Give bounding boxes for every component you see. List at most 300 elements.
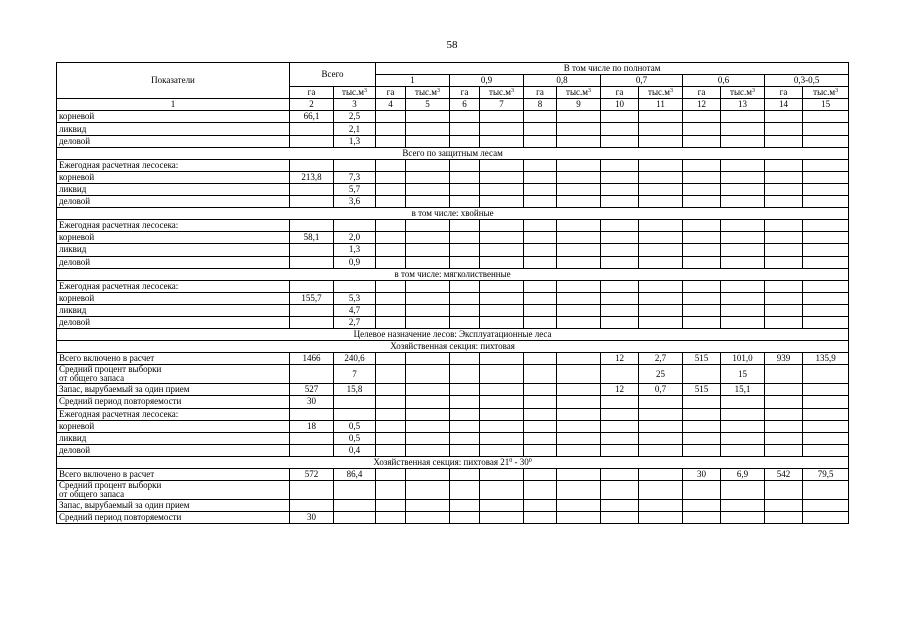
table-cell xyxy=(406,481,450,500)
table-cell xyxy=(450,123,480,135)
table-row xyxy=(57,244,849,256)
table-cell xyxy=(524,196,557,208)
row-label xyxy=(57,481,290,500)
table-cell xyxy=(406,244,450,256)
table-cell xyxy=(683,481,721,500)
table-cell xyxy=(290,365,334,384)
row-label: Средний период повторяемости xyxy=(57,512,290,524)
table-cell xyxy=(765,111,803,123)
section-title: в том числе: хвойные xyxy=(57,208,849,220)
table-cell xyxy=(450,304,480,316)
row-label-line: Средний процент выборки xyxy=(59,480,162,491)
table-cell xyxy=(480,220,524,232)
table-cell xyxy=(450,469,480,481)
table-cell xyxy=(639,432,683,444)
table-cell xyxy=(406,171,450,183)
column-number: 15 xyxy=(803,99,849,111)
table-cell xyxy=(480,396,524,408)
row-label: деловой xyxy=(57,256,290,268)
table-cell xyxy=(406,111,450,123)
table-cell xyxy=(803,256,849,268)
table-cell xyxy=(601,396,639,408)
table-cell: 15,8 xyxy=(334,384,376,396)
table-cell xyxy=(557,500,601,512)
table-cell xyxy=(524,500,557,512)
table-cell xyxy=(406,420,450,432)
section-title: Хозяйственная секция: пихтовая xyxy=(57,341,849,353)
table-cell xyxy=(557,256,601,268)
table-cell xyxy=(480,171,524,183)
table-cell xyxy=(450,256,480,268)
table-cell xyxy=(639,469,683,481)
table-cell xyxy=(406,304,450,316)
table-cell xyxy=(765,135,803,147)
table-cell xyxy=(601,432,639,444)
table-cell: 101,0 xyxy=(721,353,765,365)
table-cell xyxy=(683,220,721,232)
row-label: ликвид xyxy=(57,432,290,444)
header-indicator: Показатели xyxy=(57,63,290,99)
table-cell xyxy=(480,408,524,420)
table-row xyxy=(57,432,849,444)
unit-superscript: 3 xyxy=(835,88,839,95)
table-cell xyxy=(803,316,849,328)
table-cell xyxy=(683,500,721,512)
table-cell xyxy=(524,432,557,444)
table-cell xyxy=(480,196,524,208)
table-cell xyxy=(376,111,406,123)
table-cell: 515 xyxy=(683,353,721,365)
column-number: 1 xyxy=(57,99,290,111)
unit-superscript: 3 xyxy=(587,88,591,95)
column-number: 8 xyxy=(524,99,557,111)
table-cell: 12 xyxy=(601,353,639,365)
table-cell xyxy=(557,512,601,524)
table-cell: 2,0 xyxy=(334,232,376,244)
row-label: Ежегодная расчетная лесосека: xyxy=(57,280,290,292)
table-cell xyxy=(376,123,406,135)
table-cell xyxy=(290,256,334,268)
table-cell xyxy=(557,444,601,456)
table-cell xyxy=(601,232,639,244)
table-cell: 135,9 xyxy=(803,353,849,365)
table-cell xyxy=(639,500,683,512)
table-cell xyxy=(721,500,765,512)
table-cell xyxy=(639,256,683,268)
table-cell xyxy=(601,111,639,123)
table-cell xyxy=(765,159,803,171)
row-label: Ежегодная расчетная лесосека: xyxy=(57,408,290,420)
table-cell xyxy=(450,481,480,500)
table-row xyxy=(57,123,849,135)
table-cell xyxy=(480,183,524,195)
table-cell xyxy=(601,280,639,292)
table-row xyxy=(57,171,849,183)
table-cell xyxy=(406,432,450,444)
table-cell xyxy=(524,353,557,365)
table-cell xyxy=(406,292,450,304)
column-number: 6 xyxy=(450,99,480,111)
table-cell xyxy=(721,396,765,408)
table-cell xyxy=(683,111,721,123)
table-cell xyxy=(524,123,557,135)
table-cell xyxy=(406,220,450,232)
column-number: 2 xyxy=(290,99,334,111)
table-cell xyxy=(524,111,557,123)
table-cell xyxy=(803,196,849,208)
row-label: деловой xyxy=(57,196,290,208)
table-cell xyxy=(803,408,849,420)
table-cell xyxy=(290,444,334,456)
table-cell xyxy=(557,196,601,208)
table-cell xyxy=(376,232,406,244)
header-unit-volume: $тыс.м^3$ xyxy=(803,87,849,99)
table-cell xyxy=(683,316,721,328)
table-cell xyxy=(601,171,639,183)
table-cell: 542 xyxy=(765,469,803,481)
table-cell xyxy=(290,196,334,208)
table-cell xyxy=(765,500,803,512)
row-label: ликвид xyxy=(57,304,290,316)
table-row xyxy=(57,408,849,420)
row-label: ликвид xyxy=(57,244,290,256)
table-cell xyxy=(803,481,849,500)
table-cell xyxy=(765,420,803,432)
table-row xyxy=(57,500,849,512)
unit-superscript: 3 xyxy=(436,88,440,95)
table-cell: 2,7 xyxy=(334,316,376,328)
table-cell xyxy=(376,196,406,208)
table-cell: 572 xyxy=(290,469,334,481)
table-cell xyxy=(601,512,639,524)
table-cell xyxy=(557,244,601,256)
table-cell xyxy=(557,408,601,420)
table-cell xyxy=(450,232,480,244)
table-cell xyxy=(683,396,721,408)
table-cell xyxy=(803,232,849,244)
table-cell xyxy=(524,384,557,396)
table-row xyxy=(57,420,849,432)
header-unit-ha: га xyxy=(524,87,557,99)
table-cell xyxy=(721,244,765,256)
table-cell xyxy=(639,280,683,292)
table-cell xyxy=(683,232,721,244)
table-cell xyxy=(803,512,849,524)
table-cell xyxy=(450,280,480,292)
table-cell xyxy=(683,420,721,432)
header-unit-ha: га xyxy=(376,87,406,99)
table-cell xyxy=(450,396,480,408)
table-cell xyxy=(721,232,765,244)
table-cell xyxy=(683,244,721,256)
table-cell xyxy=(601,481,639,500)
table-cell: 4,7 xyxy=(334,304,376,316)
header-row-1 xyxy=(57,63,849,75)
table-cell xyxy=(290,304,334,316)
table-cell xyxy=(524,365,557,384)
table-cell: 15,1 xyxy=(721,384,765,396)
table-cell xyxy=(803,123,849,135)
table-cell xyxy=(524,304,557,316)
table-cell xyxy=(601,256,639,268)
column-number: 12 xyxy=(683,99,721,111)
table-cell xyxy=(480,292,524,304)
table-cell xyxy=(480,304,524,316)
table-cell xyxy=(406,408,450,420)
table-cell xyxy=(406,135,450,147)
table-cell: 79,5 xyxy=(803,469,849,481)
table-cell xyxy=(639,159,683,171)
table-cell xyxy=(803,444,849,456)
table-cell xyxy=(557,353,601,365)
table-cell xyxy=(803,183,849,195)
table-cell xyxy=(765,256,803,268)
table-cell xyxy=(290,135,334,147)
table-cell xyxy=(450,353,480,365)
table-cell xyxy=(639,444,683,456)
table-cell xyxy=(765,316,803,328)
table-cell xyxy=(639,316,683,328)
forest-harvest-table xyxy=(56,62,849,524)
table-cell xyxy=(450,432,480,444)
table-cell xyxy=(480,420,524,432)
table-cell xyxy=(803,159,849,171)
row-label: деловой xyxy=(57,444,290,456)
table-cell xyxy=(601,220,639,232)
page-number: 58 xyxy=(446,39,458,51)
table-cell: 15 xyxy=(721,365,765,384)
table-row xyxy=(57,444,849,456)
table-cell xyxy=(376,171,406,183)
table-cell xyxy=(376,256,406,268)
table-cell xyxy=(721,292,765,304)
table-cell xyxy=(721,123,765,135)
row-label-line: от общего запаса xyxy=(59,489,125,500)
table-row xyxy=(57,280,849,292)
table-cell xyxy=(765,123,803,135)
table-cell xyxy=(721,196,765,208)
table-cell xyxy=(524,444,557,456)
table-cell xyxy=(557,159,601,171)
table-cell xyxy=(765,384,803,396)
table-cell xyxy=(557,304,601,316)
table-cell xyxy=(557,111,601,123)
table-cell xyxy=(557,292,601,304)
table-cell xyxy=(721,444,765,456)
header-by-density: В том числе по полнотам xyxy=(376,63,849,75)
header-unit-ha: га xyxy=(683,87,721,99)
table-cell xyxy=(557,183,601,195)
table-cell xyxy=(290,500,334,512)
section-title-row xyxy=(57,268,849,280)
table-cell xyxy=(290,432,334,444)
table-body xyxy=(57,111,849,524)
table-cell xyxy=(376,220,406,232)
table-cell xyxy=(450,292,480,304)
table-cell xyxy=(601,365,639,384)
table-cell xyxy=(557,396,601,408)
table-row xyxy=(57,512,849,524)
table-cell xyxy=(406,196,450,208)
table-cell xyxy=(524,316,557,328)
unit-superscript: 3 xyxy=(363,88,367,95)
table-cell xyxy=(524,408,557,420)
table-row xyxy=(57,396,849,408)
table-cell: 5,3 xyxy=(334,292,376,304)
table-cell xyxy=(376,420,406,432)
table-cell xyxy=(334,500,376,512)
table-cell: 7,3 xyxy=(334,171,376,183)
table-cell xyxy=(376,365,406,384)
table-cell xyxy=(721,420,765,432)
table-cell xyxy=(601,183,639,195)
table-cell xyxy=(803,420,849,432)
table-cell: 66,1 xyxy=(290,111,334,123)
table-cell xyxy=(480,500,524,512)
table-cell xyxy=(765,244,803,256)
table-row xyxy=(57,159,849,171)
table-cell: 2,5 xyxy=(334,111,376,123)
table-cell xyxy=(480,159,524,171)
table-cell: 527 xyxy=(290,384,334,396)
row-label: Всего включено в расчет xyxy=(57,469,290,481)
table-cell xyxy=(721,481,765,500)
table-row xyxy=(57,469,849,481)
table-cell xyxy=(683,196,721,208)
table-cell xyxy=(480,135,524,147)
table-cell xyxy=(721,408,765,420)
table-cell xyxy=(290,408,334,420)
header-density: 0,7 xyxy=(601,75,683,87)
header-unit-ha: га xyxy=(450,87,480,99)
table-row xyxy=(57,183,849,195)
table-cell: 7 xyxy=(334,365,376,384)
table-cell xyxy=(683,159,721,171)
table-cell xyxy=(639,111,683,123)
row-label: Средний период повторяемости xyxy=(57,396,290,408)
table-cell xyxy=(524,256,557,268)
table-cell xyxy=(480,123,524,135)
table-cell xyxy=(376,159,406,171)
table-cell xyxy=(803,384,849,396)
table-cell xyxy=(450,444,480,456)
table-cell xyxy=(450,365,480,384)
table-cell xyxy=(765,481,803,500)
header-density: 0,6 xyxy=(683,75,765,87)
table-cell xyxy=(376,183,406,195)
table-cell xyxy=(639,292,683,304)
table-cell xyxy=(450,183,480,195)
table-cell xyxy=(803,220,849,232)
table-cell xyxy=(765,280,803,292)
table-cell xyxy=(376,469,406,481)
table-cell xyxy=(639,171,683,183)
table-row xyxy=(57,232,849,244)
table-cell xyxy=(721,159,765,171)
header-density: 0,9 xyxy=(450,75,524,87)
table-cell: 939 xyxy=(765,353,803,365)
table-cell xyxy=(524,280,557,292)
table-cell xyxy=(480,244,524,256)
table-cell xyxy=(524,512,557,524)
row-label: корневой xyxy=(57,111,290,123)
table-cell xyxy=(557,365,601,384)
header-row-column-numbers xyxy=(57,99,849,111)
table-cell xyxy=(601,159,639,171)
table-cell: 213,8 xyxy=(290,171,334,183)
table-cell xyxy=(601,408,639,420)
table-cell xyxy=(450,408,480,420)
table-cell: 0,5 xyxy=(334,432,376,444)
table-cell xyxy=(376,280,406,292)
table-cell xyxy=(450,196,480,208)
table-cell: 30 xyxy=(683,469,721,481)
table-cell xyxy=(765,365,803,384)
table-cell xyxy=(765,232,803,244)
table-row xyxy=(57,304,849,316)
table-row xyxy=(57,196,849,208)
table-cell xyxy=(480,481,524,500)
section-title-row xyxy=(57,147,849,159)
table-cell: 515 xyxy=(683,384,721,396)
table-cell xyxy=(557,220,601,232)
table-cell xyxy=(480,469,524,481)
table-cell xyxy=(683,292,721,304)
column-number: 11 xyxy=(639,99,683,111)
column-number: 14 xyxy=(765,99,803,111)
table-cell xyxy=(639,481,683,500)
table-cell xyxy=(480,280,524,292)
table-cell xyxy=(524,232,557,244)
table-cell xyxy=(290,481,334,500)
table-cell xyxy=(683,304,721,316)
table-cell xyxy=(765,408,803,420)
table-cell xyxy=(450,384,480,396)
header-unit-volume: $тыс.м^3$ xyxy=(406,87,450,99)
table-cell: 5,7 xyxy=(334,183,376,195)
table-cell xyxy=(334,159,376,171)
table-cell xyxy=(601,444,639,456)
table-cell xyxy=(480,444,524,456)
table-cell xyxy=(480,353,524,365)
table-cell xyxy=(376,292,406,304)
row-label: деловой xyxy=(57,316,290,328)
degree-superscript: 0 xyxy=(528,457,532,464)
section-title: Всего по защитным лесам xyxy=(57,147,849,159)
table-cell xyxy=(450,500,480,512)
table-cell xyxy=(803,244,849,256)
table-cell xyxy=(601,292,639,304)
row-label: деловой xyxy=(57,135,290,147)
table-cell xyxy=(557,469,601,481)
row-label-line: Средний процент выборки xyxy=(59,364,162,375)
table-cell xyxy=(524,396,557,408)
table-cell xyxy=(406,365,450,384)
table-row xyxy=(57,353,849,365)
table-cell xyxy=(803,135,849,147)
table-cell: 86,4 xyxy=(334,469,376,481)
table-cell: 0,4 xyxy=(334,444,376,456)
table-cell xyxy=(450,512,480,524)
row-label: Ежегодная расчетная лесосека: xyxy=(57,159,290,171)
table-cell xyxy=(406,316,450,328)
row-label: Запас, вырубаемый за один прием xyxy=(57,500,290,512)
row-label: ликвид xyxy=(57,183,290,195)
table-cell xyxy=(450,316,480,328)
column-number: 10 xyxy=(601,99,639,111)
table-cell xyxy=(376,135,406,147)
table-cell xyxy=(803,111,849,123)
